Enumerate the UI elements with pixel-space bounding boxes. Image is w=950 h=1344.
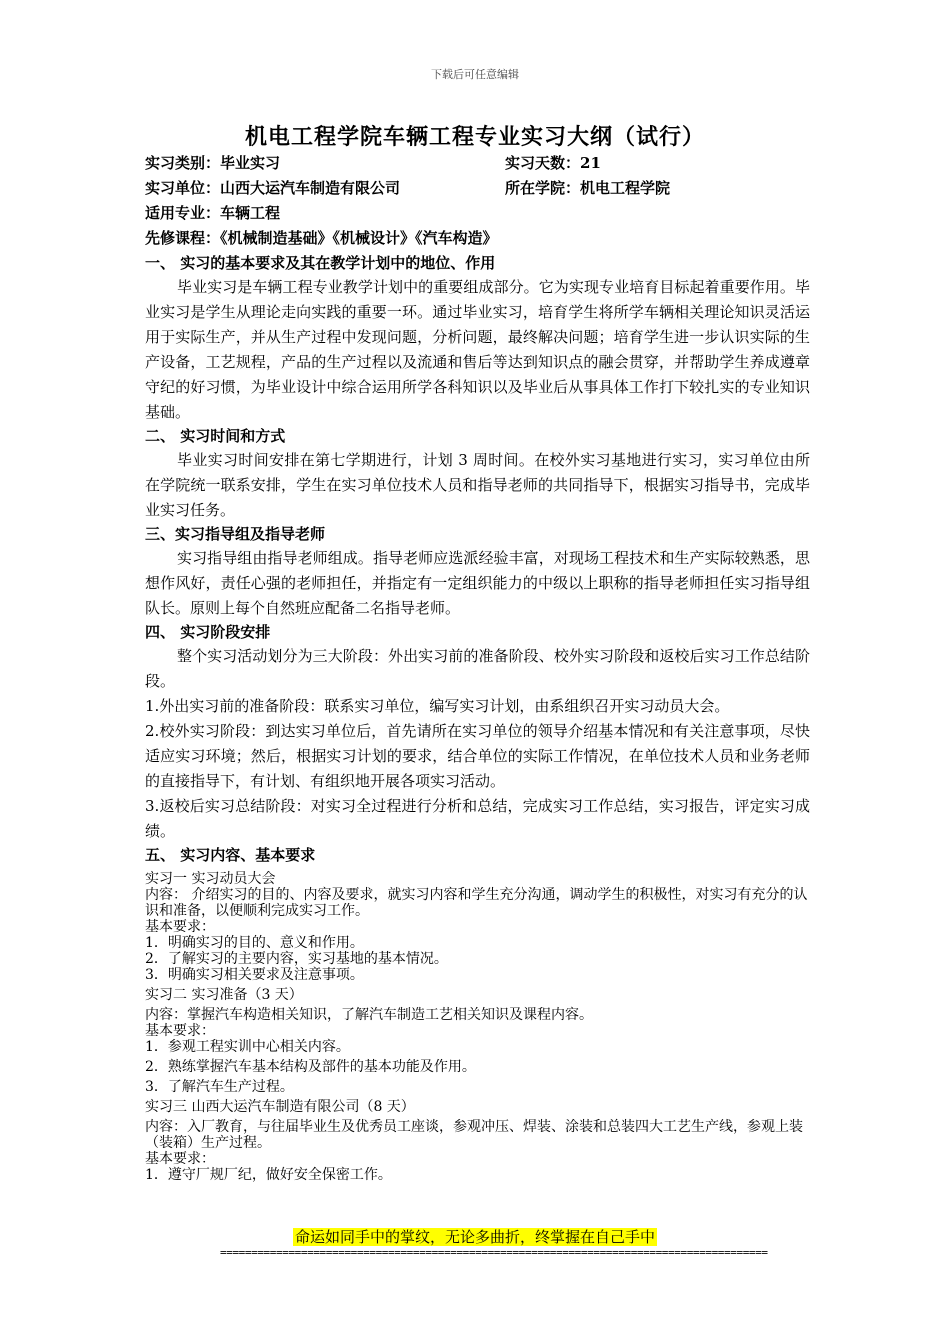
paragraph: 毕业实习时间安排在第七学期进行，计划 3 周时间。在校外实习基地进行实习，实习单位由所在学院统一联系安排，学生在实习单位技术人员和指导老师的共同指导下，根据实习指导书，完成毕业实习任务。	[145, 451, 810, 519]
practice-title: 实习一 实习动员大会	[145, 871, 276, 887]
meta-type: 实习类别：毕业实习	[145, 154, 281, 172]
meta-prereq: 先修课程：《机械制造基础》《机械设计》《汽车构造》	[145, 229, 498, 247]
footer-quote-text: 命运如同手中的掌纹，无论多曲折，终掌握在自己手中	[294, 1228, 655, 1246]
footer-quote	[0, 1226, 950, 1247]
requirement-item: 2．了解实习的主要内容，实习基地的基本情况。	[145, 951, 448, 967]
paragraph: 整个实习活动划分为三大阶段：外出实习前的准备阶段、校外实习阶段和返校后实习工作总结阶段。	[145, 647, 810, 690]
document-title: 机电工程学院车辆工程专业实习大纲（试行）	[244, 124, 705, 150]
footer-divider: ========================================================================================	[220, 1246, 768, 1259]
paragraph: 毕业实习是车辆工程专业教学计划中的重要组成部分。它为实现专业培育目标起着重要作用。毕业实习是学生从理论走向实践的重要一环。通过毕业实习，培育学生将所学车辆相关理论知识灵活运用于实际生产，并从生产过程中发现问题，分析问题，最终解决问题；培育学生进一步认识实际的生产设备，工艺规程，产品的生产过程以及流通和售后等达到知识点的融会贯穿，并帮助学生养成遵章守纪的好习惯，为毕业设计中综合运用所学各科知识以及毕业后从事具体工作打下较扎实的专业知识基础。	[145, 278, 810, 421]
practice-content: 内容：掌握汽车构造相关知识，了解汽车制造工艺相关知识及课程内容。	[145, 1007, 593, 1023]
requirement-item: 3．明确实习相关要求及注意事项。	[145, 967, 364, 983]
practice-title: 实习二 实习准备（3 天）	[145, 987, 303, 1003]
practice-content: 内容： 介绍实习的目的、内容及要求，就实习内容和学生充分沟通，调动学生的积极性，对实习有充分的认识和准备，以便顺利完成实习工作。	[145, 887, 808, 919]
meta-days: 实习天数：21	[505, 154, 601, 172]
requirements-label: 基本要求：	[145, 1023, 215, 1039]
paragraph: 1.外出实习前的准备阶段：联系实习单位，编写实习计划，由系组织召开实习动员大会。	[145, 697, 730, 715]
requirement-item: 1．参观工程实训中心相关内容。	[145, 1039, 350, 1055]
section-heading: 四、 实习阶段安排	[145, 623, 271, 641]
practice-title: 实习三 山西大运汽车制造有限公司（8 天）	[145, 1099, 415, 1115]
paragraph: 3.返校后实习总结阶段：对实习全过程进行分析和总结，完成实习工作总结，实习报告，评定实习成绩。	[145, 797, 810, 840]
requirement-item: 1．明确实习的目的、意义和作用。	[145, 935, 364, 951]
meta-major: 适用专业：车辆工程	[145, 204, 281, 222]
requirement-item: 2．熟练掌握汽车基本结构及部件的基本功能及作用。	[145, 1059, 476, 1075]
requirement-item: 1．遵守厂规厂纪，做好安全保密工作。	[145, 1167, 392, 1183]
requirements-label: 基本要求：	[145, 919, 215, 935]
paragraph: 2.校外实习阶段：到达实习单位后，首先请所在实习单位的领导介绍基本情况和有关注意事项，尽快适应实习环境；然后，根据实习计划的要求，结合单位的实际工作情况，在单位技术人员和业务老师的直接指导下，有计划、有组织地开展各项实习活动。	[145, 722, 810, 790]
paragraph: 实习指导组由指导老师组成。指导老师应选派经验丰富，对现场工程技术和生产实际较熟悉，思想作风好，责任心强的老师担任，并指定有一定组织能力的中级以上职称的指导老师担任实习指导组队长。原则上每个自然班应配备二名指导老师。	[145, 549, 810, 617]
requirement-item: 3．了解汽车生产过程。	[145, 1079, 294, 1095]
section-heading: 五、 实习内容、基本要求	[145, 846, 316, 864]
section-heading: 一、 实习的基本要求及其在教学计划中的地位、作用	[145, 254, 496, 272]
header-note: 下载后可任意编辑	[431, 68, 519, 81]
practice-content: 内容：入厂教育，与往届毕业生及优秀员工座谈，参观冲压、焊装、涂装和总装四大工艺生产线，参观上装（装箱）生产过程。	[145, 1119, 803, 1151]
requirements-label: 基本要求：	[145, 1151, 215, 1167]
document-body	[145, 252, 810, 1183]
section-heading: 三、实习指导组及指导老师	[145, 525, 326, 543]
meta-unit: 实习单位：山西大运汽车制造有限公司	[145, 179, 401, 197]
meta-college: 所在学院：机电工程学院	[505, 179, 671, 197]
section-heading: 二、 实习时间和方式	[145, 427, 286, 445]
